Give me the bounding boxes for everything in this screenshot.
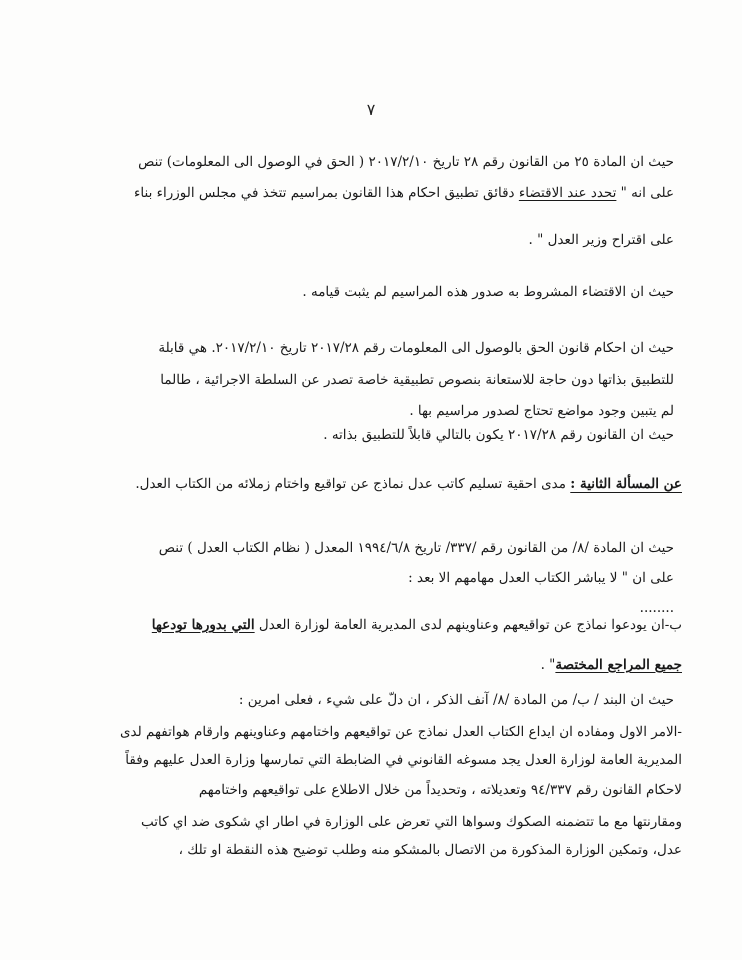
paragraph-4-line-2: على ان " لا يباشر الكتاب العدل مهامهم الا بعد :: [408, 570, 674, 586]
paragraph-1-line-1: حيث ان المادة ٢٥ من القانون رقم ٢٨ تاريخ ٢٠١٧/٢/١٠ ( الحق في الوصول الى المعلومات) تنص: [138, 154, 674, 170]
paragraph-5-line-4: لاحكام القانون رقم ٩٤/٣٣٧ وتعديلاته ، وتحديداً من خلال الاطلاع على تواقيعهم واختامهم: [198, 782, 682, 798]
issue-2-heading: عن المسألة الثانية :: [570, 476, 682, 492]
paragraph-1-line-2-end: دقائق تطبيق احكام هذا القانون بمراسيم تتخذ في مجلس الوزراء بناء: [134, 185, 519, 201]
paragraph-5-line-3: المديرية العامة لوزارة العدل يجد مسوغه القانوني في الضابطة التي تمارسها وزارة العدل عليهم وفقاً: [125, 752, 682, 768]
paragraph-5-line-2: -الامر الاول ومفاده ان ايداع الكتاب العدل نماذج عن تواقيعهم واختامهم وعناوينهم وارقام هواتفهم لدى: [119, 724, 682, 740]
paragraph-4-line-5: [541, 655, 682, 675]
paragraph-3-line-4: حيث ان القانون رقم ٢٠١٧/٢٨ يكون بالتالي قابلاً للتطبيق بذاته .: [323, 427, 674, 443]
issue-2-text: مدى احقية تسليم كاتب عدل نماذج عن تواقيع واختام زملائه من الكتاب العدل.: [135, 476, 571, 492]
paragraph-3-line-2: للتطبيق بذاتها دون حاجة للاستعانة بنصوص تطبيقية خاصة تصدر عن السلطة الاجرائية ، طالما: [160, 372, 674, 388]
paragraph-5-line-1: حيث ان البند / ب/ من المادة /٨/ آنف الذكر ، ان دلّ على شيء ، فعلى امرين :: [238, 692, 674, 708]
paragraph-1-line-2-start: على انه ": [616, 185, 674, 201]
paragraph-5-line-5: ومقارنتها مع ما تتضمنه الصكوك وسواها التي تعرض على الوزارة في اطار اي شكوى ضد اي كاتب: [141, 814, 682, 830]
issue-2-line: [135, 474, 682, 494]
paragraph-2-line-1: حيث ان الاقتضاء المشروط به صدور هذه المراسيم لم يثبت قيامه .: [302, 284, 674, 300]
paragraph-4-line-5-end: " .: [540, 657, 556, 673]
paragraph-3-line-1: حيث ان احكام قانون الحق بالوصول الى المعلومات رقم ٢٠١٧/٢٨ تاريخ ٢٠١٧/٢/١٠. هي قابلة: [158, 340, 674, 356]
underlined-phrase-2: التي بدورها تودعها: [151, 617, 255, 633]
paragraph-1-line-2: [134, 183, 674, 203]
paragraph-4-line-3: ........: [639, 600, 674, 616]
paragraph-4-line-1: حيث ان المادة /٨/ من القانون رقم /٣٣٧/ تاريخ ١٩٩٤/٦/٨ المعدل ( نظام الكتاب العدل ) تنص: [158, 540, 674, 556]
underlined-phrase-3: جميع المراجع المختصة: [555, 657, 682, 673]
paragraph-5-line-6: عدل، وتمكين الوزارة المذكورة من الاتصال بالمشكو منه وطلب توضيح هذه النقطة او تلك ،: [178, 842, 682, 858]
paragraph-4-line-4: [152, 615, 682, 635]
underlined-phrase: تحدد عند الاقتضاء: [518, 185, 617, 201]
paragraph-1-line-3: على اقتراح وزير العدل " .: [528, 232, 674, 248]
paragraph-4-line-4-start: ب-ان يودعوا نماذج عن تواقيعهم وعناوينهم لدى المديرية العامة لوزارة العدل: [254, 617, 682, 633]
page-number: ٧: [366, 100, 376, 119]
paragraph-3-line-3: لم يتبين وجود مواضع تحتاج لصدور مراسيم بها .: [409, 403, 674, 419]
